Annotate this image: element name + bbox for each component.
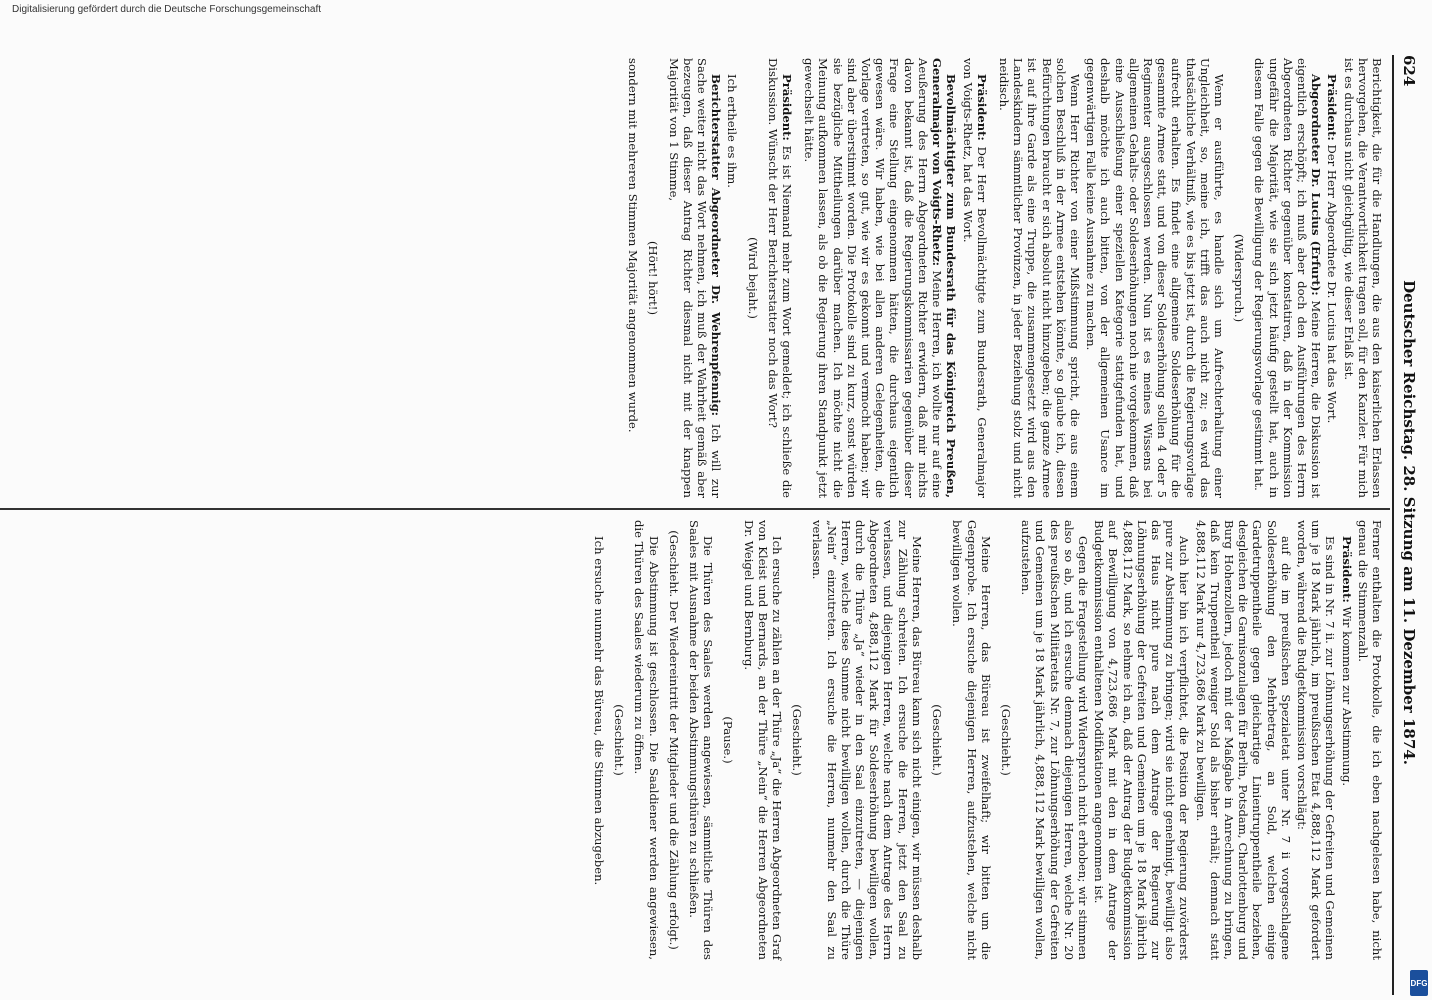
paragraph-text: (Geschieht. Der Wiedereintritt der Mitglieder und die Zählung erfolgt.) — [666, 530, 681, 950]
paragraph — [1193, 520, 1292, 960]
paragraph — [1325, 58, 1339, 498]
speaker-name: Bevollmächtigter zum Bundesrath für das Königreich Preußen, Generalmajor von Voigts-Rhetz: — [930, 58, 959, 498]
paragraph-text: Der Herr Bevollmächtigte zum Bundesrath, Generalmajor von Voigts-Rhetz, hat das Wort. — [960, 58, 989, 498]
paragraph-text: Die Abstimmung ist geschlossen. Die Saaldiener werden angewiesen, die Thüren des Saales wiederum zu öffnen. — [632, 520, 661, 960]
paragraph — [950, 520, 993, 960]
paragraph-text: Berichtigkeit, die für die Handlungen, die aus den kaiserlichen Erlassen hervorgehen, die Verantwortlichkeit tragen soll, für den Kanzler. Für mich ist es durchaus nicht gleichgültig, wie dieser Erlaß ist. — [1341, 58, 1384, 498]
paragraph-text: Wir kommen zur Abstimmung. — [1339, 606, 1354, 787]
paragraph — [626, 58, 640, 498]
paragraph-text: Der Herr Abgeordnete Dr. Lucius hat das Wort. — [1325, 144, 1340, 424]
paragraph-text: Meine Herren, ich wollte nur auf eine Aeußerung des Herrn Abgeordneten Richter erwidern, daß mir nichts davon bekannt ist, daß die Regierungskommissarien gegenüber dieser Frage eine Stellung eingenommen hätten, die durchaus eigentlich gewesen wäre. Wir haben, wie bei allen anderen Gelegenheiten, die Vorlage vertreten, so gut, wie wir es gekonnt und vermocht haben; wir sind aber überstimmt worden. Die Protokolle sind zu kurz, sonst würden sie bezügliche Mittheilungen darüber machen. Ich möchte nicht die Meinung aufkommen lassen, als ob die Regierung ihren Standpunkt jetzt gewechselt hätte. — [802, 58, 945, 498]
paragraph-text: sondern mit mehreren Stimmen Majorität angenommen wurde. — [626, 58, 641, 433]
paragraph-text: Es sind in Nr. 7 ii. zur Löhnungserhöhung der Gefreiten und Gemeinen um je 18 Mark jährlich, im preußischen Etat 4,888,112 Mark gefordert worden, während die Budgetkommission vorschlägt: — [1294, 520, 1338, 960]
header-rule — [1392, 55, 1394, 995]
paragraph-text: (Pause.) — [721, 716, 736, 764]
paragraph-text: Die Thüren des Saales werden angewiesen, sämmtliche Thüren des Saales mit Ausnahme der beiden Abstimmungsthüren zu schließen. — [687, 520, 716, 960]
speaker-name: Präsident: — [780, 74, 795, 141]
paragraph — [790, 520, 804, 960]
paragraph — [1339, 520, 1353, 960]
paragraph-text: Wenn Herr Richter von einer Mißstimmung spricht, die aus einem solchen Beschluß in der Armee entstehen könnte, so glaube ich, diesen Befürchtungen braucht er sich absolut nicht hinzugeben; die ganze Armee ist auf ihre Garde als eine Truppe, die zusammengesetzt wird aus den Landeskindern sämmtlicher Provinzen, in jeder Beziehung stolz und nicht neidisch. — [996, 58, 1082, 498]
paragraph-text: Ich will zur Sache weiter nicht das Wort nehmen, ich muß der Wahrheit gemäß aber bezeugen, daß dieser Antrag Richter diesmal nicht mit der knappen Majorität von 1 Stimme, — [666, 58, 724, 498]
speaker-name: Präsident: — [1339, 536, 1354, 603]
paragraph-text: Meine Herren, das Büreau ist zweifelhaft; wir bitten um die Gegenprobe. Ich ersuche diejenigen Herren, aufzustehen, welche nicht bewilligen wollen. — [950, 520, 993, 960]
paragraph-text: Ferner enthalten die Protokolle, die ich eben nachgelesen habe, nicht genau die Stimmenzahl. — [1355, 520, 1384, 960]
paragraph-text: (Hört! hört!) — [646, 241, 661, 315]
right-column — [590, 520, 1384, 960]
paragraph-text: Meine Herren, das Büreau kann sich nicht einigen, wir müssen deshalb zur Zählung schreiten. Ich ersuche die Herren, jetzt den Saal zu verlassen, und diejenigen Herren, welche nach dem Antrage des Herrn Abgeordneten 4,888,112 Mark für Soldeserhöhung bewilligen wollen, durch die Thüre „Ja“ wieder in den Saal einzutreten, — diejenigen Herren, welche diese Summe nicht bewilligen wollen, durch die Thüre „Nein“ einzutreten. Ich ersuche die Herren, nunmehr den Saal zu verlassen. — [810, 520, 924, 960]
paragraph — [810, 520, 924, 960]
paragraph-text: Es ist Niemand mehr zum Wort gemeldet; ich schließe die Diskussion. Wünscht der Herr Berichterstatter noch das Wort? — [765, 58, 795, 499]
paragraph — [1092, 520, 1191, 960]
digitization-note-text: Digitalisierung gefördert durch die Deutsche Forschungsgemeinschaft — [12, 4, 322, 15]
paragraph — [960, 58, 988, 498]
paragraph — [930, 520, 944, 960]
paragraph — [725, 58, 739, 498]
paragraph-text: Wenn er ausführte, es handle sich um Aufrechterhaltung einer Ungleichheit, so, meine ich, trifft das auch nicht zu; es wird das thatsächliche Verhältniß, wie es bis jetzt ist, durch die Regierungsvorlage aufrecht erhalten. Es findet eine allgemeine Soldeserhöhung für die gesammte Armee statt, und von dieser Soldeserhöhung sollen 4 oder 5 Regimenter ausgeschlossen werden. Nun ist es meines Wissens bei allgemeinen Gehalts- oder Soldeserhöhungen noch nie vorgekommen, daß eine Ausschließung einer speziellen Kategorie stattgefunden hat, und deshalb möchte ich auch bitten, von der allgemeinen Usance im gegenwärtigen Falle keine Ausnahme zu machen. — [1084, 58, 1226, 498]
paragraph — [1252, 58, 1323, 498]
paragraph — [745, 58, 759, 498]
paragraph — [802, 58, 958, 498]
paragraph — [999, 520, 1013, 960]
paragraph — [646, 58, 660, 498]
paragraph — [1295, 520, 1338, 960]
paragraph — [612, 520, 626, 960]
left-column — [624, 58, 1384, 498]
paragraph — [766, 58, 794, 498]
paragraph — [1232, 58, 1246, 498]
paragraph — [666, 58, 723, 498]
paragraph-text: (Geschieht.) — [790, 704, 805, 776]
speaker-name: Berichterstatter Abgeordneter Dr. Wehrenpfennig: — [709, 74, 724, 417]
paragraph — [632, 520, 660, 960]
speaker-name: Präsident: — [1325, 74, 1340, 141]
paragraph-text: auf die im preußischen Spezialetat unter Nr. 7 ii vorgeschlagene Soldeserhöhung den Mehrbetrag, an Sold, welchen einige Gardetruppentheile gegen gleichartige Linientruppentheile beziehen, desgleichen die Garnisonzulagen für Berlin, Potsdam, Charlottenburg und Burg Hohenzollern, jedoch mit der Maßgabe in Anrechnung zu bringen, daß kein Truppentheil weniger Sold als bisher erhält; demnach statt 4,888,112 Mark nur 4,723,686 Mark zu bewilligen. — [1193, 520, 1293, 960]
paragraph-text: (Geschieht.) — [930, 704, 945, 776]
page-title: Deutscher Reichstag. 28. Sitzung am 11. Dezember 1874. — [1400, 280, 1418, 765]
digitization-note — [2, 4, 432, 24]
paragraph-text: Gegen die Fragestellung wird Widerspruch nicht erhoben; wir stimmen also so ab, und ich ersuche demnach diejenigen Herren, welche Nr. 20 des preußischen Militäretats Nr. 7, zur Löhnungserhöhung der Gefreiten und Gemeinen um je 18 Mark jährlich, 4,888,112 Mark bewilligen wollen, aufzustehen. — [1019, 520, 1090, 960]
paragraph — [1341, 58, 1384, 498]
paragraph-text: Meine Herren, die Diskussion ist eigentlich erschöpft; ich muß aber doch den Ausführungen des Herrn Abgeordneten Richter gegenüber konstatiren, daß in der Kommission ungefähr die Majorität, wie sie sich jetzt häufig gestellt hat, auch in diesem Falle gegen die Bewilligung der Regierungsvorlage gestimmt hat. — [1252, 58, 1324, 499]
speaker-name: Abgeordneter Dr. Lucius (Erfurt): — [1309, 74, 1324, 296]
paragraph-text: (Geschieht.) — [612, 704, 627, 776]
paragraph-text: Ich ersuche nunmehr das Büreau, die Stimmen abzugeben. — [592, 536, 607, 886]
page-number: 624 — [1400, 55, 1418, 87]
paragraph-text: (Geschieht.) — [998, 704, 1013, 776]
paragraph — [741, 520, 784, 960]
dfg-logo-badge: DFG — [1410, 970, 1428, 996]
paragraph-text: Ich ertheile es ihm. — [725, 74, 740, 188]
paragraph — [667, 520, 681, 960]
paragraph — [997, 58, 1082, 498]
speaker-name: Präsident: — [974, 74, 989, 141]
page-header — [1394, 55, 1424, 990]
paragraph — [687, 520, 715, 960]
paragraph — [721, 520, 735, 960]
paragraph-text: Auch hier bin ich verpflichtet, die Position der Regierung zuvörderst pure zur Abstimmung zu bringen; wird sie nicht genehmigt, bewilligt also das Haus nicht pure nach dem Antrage der Regierung zur Löhnungserhöhung der Gefreiten und Gemeinen um je 18 Mark jährlich 4,888,112 Mark, so nehme ich an, daß der Antrag der Budgetkommission auf Bewilligung von 4,723,686 Mark mit den in dem Antrage der Budgetkommission enthaltenen Modifikationen angenommen ist. — [1092, 520, 1192, 960]
paragraph — [1084, 58, 1226, 498]
paragraph — [592, 520, 606, 960]
column-divider — [0, 508, 1390, 510]
paragraph-text: (Widerspruch.) — [1232, 233, 1247, 323]
paragraph-text: (Wird bejaht.) — [745, 237, 760, 319]
paragraph — [1356, 520, 1384, 960]
paragraph — [1019, 520, 1090, 960]
paragraph-text: Ich ersuche zu zählen an der Thüre „Ja“ die Herren Abgeordneten Graf von Kleist und Bernards, an der Thüre „Nein“ die Herren Abgeordneten Dr. Weigel und Bernburg. — [741, 520, 785, 960]
